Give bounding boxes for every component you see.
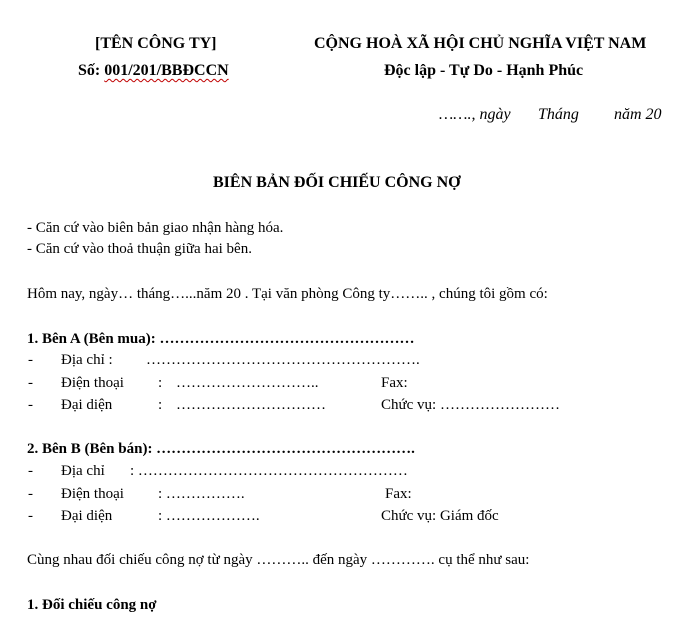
list-dash: -	[28, 486, 33, 502]
republic-title: CỘNG HOÀ XÃ HỘI CHỦ NGHĨA VIỆT NAM	[314, 35, 647, 52]
party-a-fax-label: Fax:	[381, 375, 408, 391]
party-a-rep-label: Đại diện	[61, 397, 113, 413]
document-number-label: Số:	[78, 62, 105, 79]
date-place: ……., ngày	[439, 106, 511, 123]
party-b-heading: 2. Bên B (Bên bán): …………………………………………….	[27, 441, 415, 457]
agreement-line: Cùng nhau đối chiếu công nợ từ ngày ……….. đến ngày …………. cụ thể như sau:	[27, 552, 530, 568]
document-number-value: 001/201/BBĐCCN	[104, 62, 229, 79]
party-b-address-label: Địa chỉ	[61, 463, 105, 479]
party-a-address-value: ……………………………………………….	[146, 352, 420, 368]
party-b-phone-value: : …………….	[158, 486, 245, 502]
intro-line: Hôm nay, ngày… tháng…...năm 20 . Tại văn phòng Công ty…….. , chúng tôi gồm có:	[27, 286, 548, 302]
party-a-phone-label: Điện thoại	[61, 375, 124, 391]
party-a-rep-colon: :	[158, 397, 163, 413]
motto: Độc lập - Tự Do - Hạnh Phúc	[384, 62, 584, 79]
list-dash: -	[28, 397, 33, 413]
company-name: [TÊN CÔNG TY]	[95, 35, 217, 52]
list-dash: -	[28, 352, 33, 368]
document-title: BIÊN BẢN ĐỐI CHIẾU CÔNG NỢ	[213, 174, 461, 191]
basis-line-2: - Căn cứ vào thoả thuận giữa hai bên.	[27, 241, 252, 257]
party-b-rep-value: : ……………….	[158, 508, 260, 524]
basis-line-1: - Căn cứ vào biên bản giao nhận hàng hóa.	[27, 220, 284, 236]
party-a-position: Chức vụ: ……………………	[381, 397, 560, 413]
list-dash: -	[28, 508, 33, 524]
party-b-phone-label: Điện thoại	[61, 486, 124, 502]
party-b-rep-label: Đại diện	[61, 508, 113, 524]
section-1-heading: 1. Đối chiếu công nợ	[27, 597, 157, 613]
date-month: Tháng	[538, 106, 579, 123]
list-dash: -	[28, 375, 33, 391]
party-b-address-value: : ………………………………………………	[130, 463, 408, 479]
list-dash: -	[28, 463, 33, 479]
party-a-heading: 1. Bên A (Bên mua): ……………………………………………	[27, 331, 415, 347]
date-year: năm 20	[614, 106, 662, 123]
party-a-rep-value: …………………………	[176, 397, 326, 413]
party-b-fax-label: Fax:	[385, 486, 412, 502]
party-a-phone-value: ………………………..	[176, 375, 319, 391]
party-a-address-label: Địa chỉ :	[61, 352, 113, 368]
document-number	[78, 62, 229, 80]
party-a-phone-colon: :	[158, 375, 163, 391]
party-b-position: Chức vụ: Giám đốc	[381, 508, 499, 524]
